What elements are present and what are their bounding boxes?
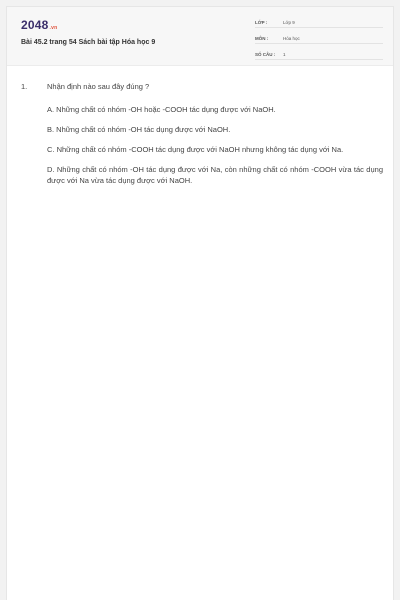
answer-option-d: D. Những chất có nhóm -OH tác dụng được với Na, còn những chất có nhóm -COOH vừa tác dụng được với Na vừa tác dụng được với NaOH. xyxy=(47,165,383,185)
meta-value-question-count: 1 xyxy=(283,52,286,57)
document-title: Bài 45.2 trang 54 Sách bài tập Hóa học 9 xyxy=(21,39,156,46)
meta-label-question-count: SỐ CÂU : xyxy=(255,52,276,57)
answer-option-b: B. Những chất có nhóm -OH tác dụng được với NaOH. xyxy=(47,125,231,134)
meta-label-class: LỚP : xyxy=(255,20,268,25)
question-number: 1. xyxy=(21,82,28,91)
document-header xyxy=(7,7,393,66)
site-logo[interactable] xyxy=(21,18,57,32)
answer-option-c: C. Những chất có nhóm -COOH tác dụng được với NaOH nhưng không tác dụng với Na. xyxy=(47,145,344,154)
answer-options xyxy=(47,104,383,195)
logo-main-text: 2048 xyxy=(21,18,49,32)
meta-row-subject xyxy=(255,32,383,44)
answer-option-a: A. Những chất có nhóm -OH hoặc -COOH tác dụng được với NaOH. xyxy=(47,105,276,114)
meta-row-question-count xyxy=(255,48,383,60)
meta-value-subject: Hóa học xyxy=(283,36,300,41)
document-page xyxy=(6,6,394,600)
question-text: Nhận định nào sau đây đúng ? xyxy=(47,82,150,91)
meta-row-class xyxy=(255,16,383,28)
meta-value-class: Lớp 9 xyxy=(283,20,295,25)
meta-label-subject: MÔN : xyxy=(255,36,269,41)
logo-suffix-text: .vn xyxy=(49,25,58,31)
